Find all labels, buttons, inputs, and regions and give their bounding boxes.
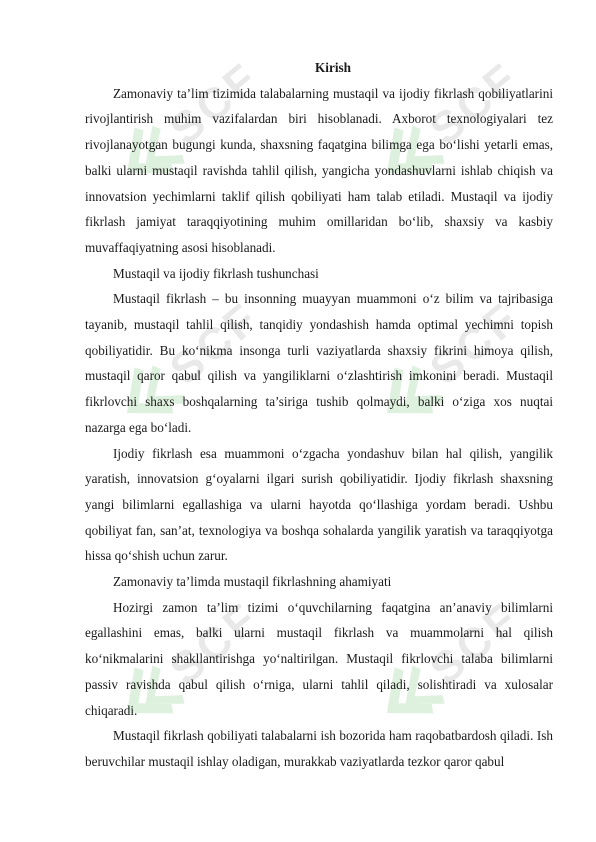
svg-text:SCF: SCF bbox=[420, 60, 525, 155]
section-heading-importance: Zamonaviy ta’limda mustaqil fikrlashning ahamiyati bbox=[113, 574, 392, 590]
document-title: Kirish bbox=[315, 60, 351, 75]
svg-text:SCF: SCF bbox=[160, 300, 265, 395]
section-heading-concept: Mustaqil va ijodiy fikrlash tushunchasi bbox=[113, 265, 319, 281]
document-body bbox=[85, 55, 553, 775]
paragraph-creative-thinking: Ijodiy fikrlash esa muammoni o‘zgacha yondashuv bilan hal qilish, yangilik yaratish, innovatsion g‘oyalarni ilgari surish qobiliyatidir. Ijodiy fikrlash shaxsning yangi bilimlarni egallashiga va ularni hayotda qo‘llashiga yordam beradi. Ushbu qobiliyat fan, san’at, texnologiya va boshqa sohalarda yangilik yaratish va taraqqiyotga hissa qo‘shish uchun zarur. bbox=[85, 445, 553, 564]
paragraph-independent-thinking: Mustaqil fikrlash – bu insonning muayyan muammoni o‘z bilim va tajribasiga tayanib, mustaqil tahlil qilish, tanqidiy yondashish hamda optimal yechimni topish qobiliyatidir. Bu ko‘nikma insonga turli vaziyatlarda shaxsiy fikrini himoya qilish, mustaqil qaror qabul qilish va yangiliklarni o‘zlashtirish imkonini beradi. Mustaqil fikrlovchi shaxs boshqalarning ta’siriga tushib qolmaydi, balki o‘ziga xos nuqtai nazarga ega bo‘ladi. bbox=[85, 291, 553, 435]
svg-text:SCF: SCF bbox=[420, 600, 525, 695]
svg-text:SCF: SCF bbox=[160, 600, 265, 695]
paragraph-modern-education: Hozirgi zamon ta’lim tizimi o‘quvchilarning faqatgina an’anaviy bilimlarni egallashini emas, balki ularni mustaqil fikrlash va muammolarni hal qilish ko‘nikmalarini shakllantirishga yo‘naltirilgan. Mustaqil fikrlovchi talaba bilimlarni passiv ravishda qabul qilish o‘rniga, ularni tahlil qiladi, solishtiradi va xulosalar chiqaradi. bbox=[85, 599, 553, 718]
svg-text:SCF: SCF bbox=[420, 300, 525, 395]
paragraph-job-market: Mustaqil fikrlash qobiliyati talabalarni ish bozorida ham raqobatbardosh qiladi. Ish beruvchilar mustaqil ishlay oladigan, murakkab vaziyatlarda tezkor qaror qabul bbox=[85, 728, 553, 769]
paragraph-intro: Zamonaviy ta’lim tizimida talabalarning mustaqil va ijodiy fikrlash qobiliyatlarini rivojlantirish muhim vazifalardan biri hisoblanadi. Axborot texnologiyalari tez rivojlanayotgan bugungi kunda, shaxsning faqatgina bilimga ega bo‘lishi yetarli emas, balki ularni mustaqil ravishda tahlil qilish, yangicha yondashuvlarni ishlab chiqish va innovatsion yechimlarni taklif qilish qobiliyati ham talab etiladi. Mustaqil va ijodiy fikrlash jamiyat taraqqiyotining muhim omillaridan bo‘lib, shaxsiy va kasbiy muvaffaqiyatning asosi hisoblanadi. bbox=[85, 85, 553, 255]
svg-text:SCF: SCF bbox=[160, 60, 265, 155]
